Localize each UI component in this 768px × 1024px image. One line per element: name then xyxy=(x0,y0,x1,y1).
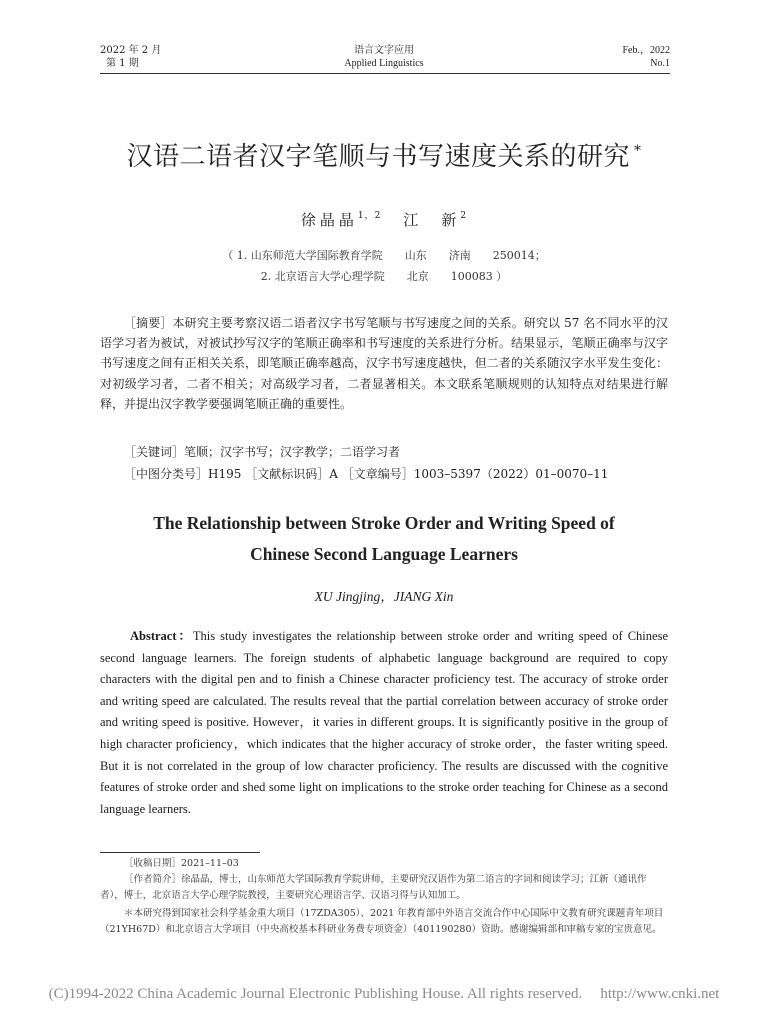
article-title-en xyxy=(60,508,708,570)
journal-date xyxy=(100,44,161,70)
doc-code-value: A xyxy=(329,467,338,481)
article-title-cn-text: 汉语二语者汉字笔顺与书写速度关系的研究 xyxy=(126,142,630,172)
clc-value: H195 xyxy=(208,467,242,481)
classification-info xyxy=(124,464,608,484)
footnote-funding: ＊本研究得到国家社会科学基金重大项目（17ZDA305）、2021 年教育部中外语言交流合作中心国际中文教育研究课题青年项目（21YH67D）和北京语言大学项目（中央高校基本科研业务费专项资金）（401190280）资助。感谢编辑部和审稿专家的宝贵意见。 xyxy=(100,908,664,935)
keywords-text: 笔顺；汉字书写；汉字教学；二语学习者 xyxy=(184,445,401,459)
article-title-en-line1: The Relationship between Stroke Order and Writing Speed of xyxy=(153,513,615,533)
journal-date-en xyxy=(623,44,671,70)
abstract-en-label: Abstract： xyxy=(130,629,193,643)
article-title-en-line2: Chinese Second Language Learners xyxy=(250,544,518,564)
copyright-text: (C)1994-2022 China Academic Journal Electronic Publishing House. All rights reserved. xyxy=(48,986,583,1002)
authors-cn xyxy=(0,206,768,230)
journal-date-line: 2022 年 2 月 xyxy=(100,45,162,56)
cnki-link[interactable]: http://www.cnki.net xyxy=(600,986,720,1002)
abstract-cn-text: 本研究主要考察汉语二语者汉字书写笔顺与书写速度之间的关系。研究以 57 名不同水平的汉语学习者为被试，对被试抄写汉字的笔顺正确率和书写速度的关系进行分析。结果显示，笔顺正确率与汉字书写速度之间有正相关关系，即笔顺正确率越高，汉字书写速度越快，但二者的关系随汉字水平发生变化：对初级学习者，二者不相关；对高级学习者，二者显著相关。本文联系笔顺规则的认知特点对结果进行解释，并提出汉字教学要强调笔顺正确的重要性。 xyxy=(100,316,668,411)
journal-issue-en-line: No.1 xyxy=(650,58,670,69)
author-1-affil: 1，2 xyxy=(357,211,382,221)
author-1-name: 徐晶晶 xyxy=(300,211,358,229)
footnote-received: ［收稿日期］2021–11–03 xyxy=(124,858,239,869)
article-no-label: ［文章编号］ xyxy=(341,467,414,481)
abstract-en-text: This study investigates the relationship between stroke order and writing speed of Chinese second language learners. The foreign students of alphabetic language background are required to copy characters with the digital pen and to finish a Chinese character proficiency test. The accuracy of stroke order and writing speed are calculated. The results reveal that the partial correlation between accuracy of stroke order and writing speed is positive. However，it varies in different groups. It is significantly positive in the group of high character proficiency，which indicates that the higher accuracy of stroke order，the faster writing speed. But it is not correlated in the group of low character proficiency. The results are discussed with the cognitive features of stroke order and shed some light on implications to the stroke order teaching for Chinese as a second language learners. xyxy=(100,629,668,816)
footnote-divider xyxy=(100,852,260,853)
author-2-affil: 2 xyxy=(460,211,468,221)
copyright-line xyxy=(0,984,768,1004)
journal-name-cn: 语言文字应用 xyxy=(354,45,414,56)
footnote-authors: ［作者简介］徐晶晶，博士，山东师范大学国际教育学院讲师，主要研究汉语作为第二语言的字词和阅读学习；江新（通讯作者），博士，北京语言大学心理学院教授，主要研究心理语言学、汉语习得与认知加工。 xyxy=(100,874,647,901)
journal-name-en: Applied Linguistics xyxy=(344,58,424,69)
journal-issue-line: 第 1 期 xyxy=(106,58,139,69)
doc-code-label: ［文献标识码］ xyxy=(245,467,330,481)
keywords-cn xyxy=(124,442,400,462)
journal-name xyxy=(234,44,534,70)
abstract-cn-label: ［摘要］ xyxy=(124,316,173,330)
author-2-name: 江 新 xyxy=(403,211,461,229)
clc-label: ［中图分类号］ xyxy=(124,467,209,481)
abstract-en xyxy=(100,626,668,820)
title-footnote-mark: * xyxy=(634,143,642,159)
authors-en: XU Jingjing，JIANG Xin xyxy=(314,589,454,604)
article-no-value: 1003–5397（2022）01–0070–11 xyxy=(413,467,609,481)
affiliation-1: （ 1. 山东师范大学国际教育学院 山东 济南 250014； xyxy=(222,249,546,262)
keywords-label: ［关键词］ xyxy=(124,445,185,459)
journal-date-en-line: Feb.，2022 xyxy=(622,45,670,56)
abstract-cn xyxy=(100,313,668,414)
affiliation-2: 2. 北京语言大学心理学院 北京 100083 ） xyxy=(260,270,508,283)
article-title-cn xyxy=(60,133,708,175)
header-divider xyxy=(100,73,670,74)
